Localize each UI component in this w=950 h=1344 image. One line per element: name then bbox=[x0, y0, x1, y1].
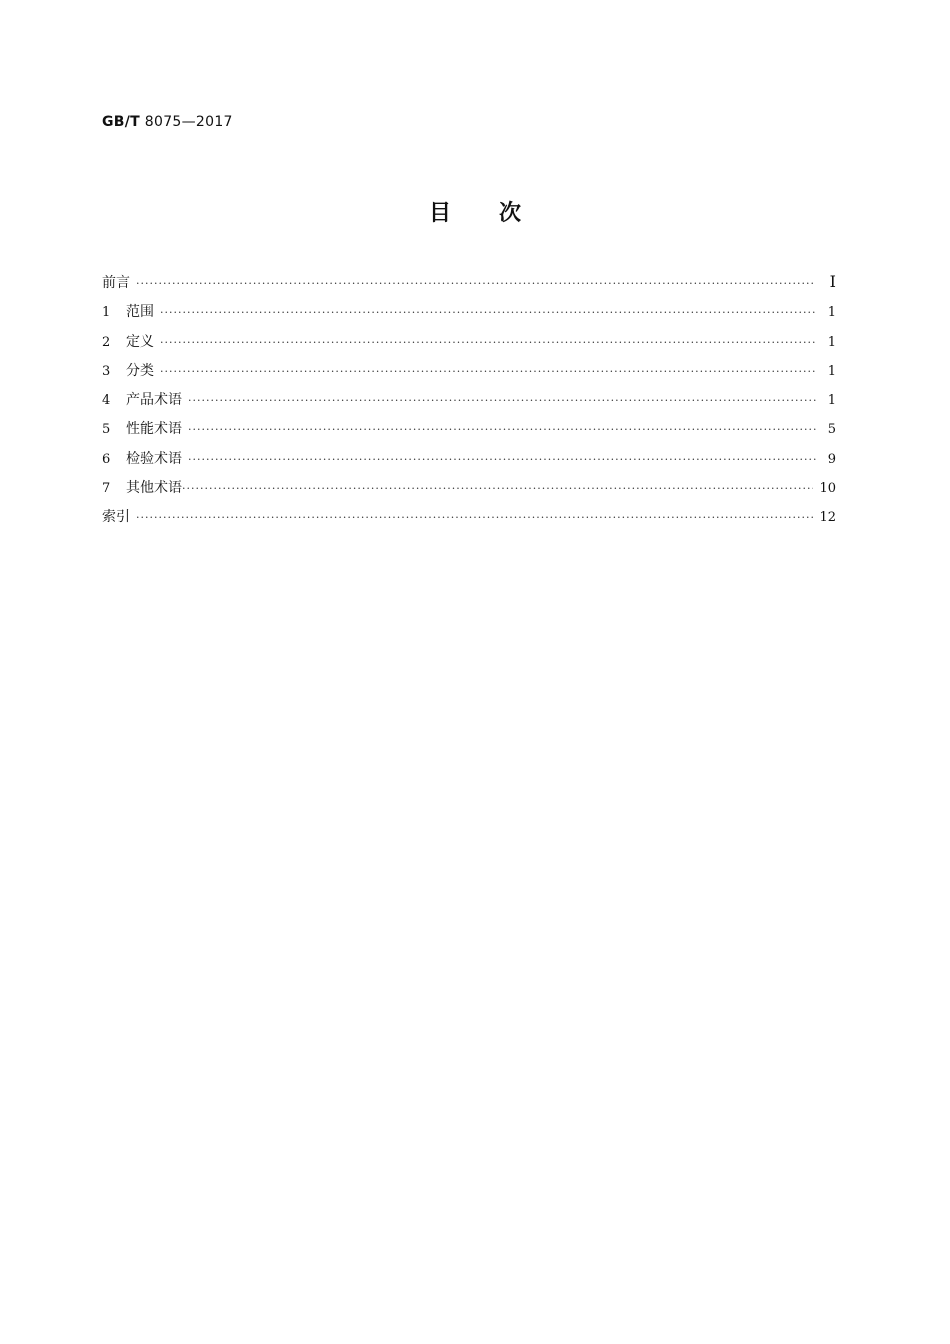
toc-leader-dots bbox=[188, 423, 816, 436]
toc-entry-page: 1 bbox=[827, 393, 836, 409]
toc-entry-scope[interactable] bbox=[102, 301, 836, 330]
toc-entry-page: 1 bbox=[827, 334, 836, 350]
toc-entry-page: 10 bbox=[819, 481, 836, 497]
toc-entry-product-terms[interactable] bbox=[102, 389, 836, 418]
toc-entry-page: Ⅰ bbox=[829, 272, 836, 291]
toc-leader-dots bbox=[188, 453, 816, 466]
toc-leader-dots bbox=[160, 306, 816, 319]
toc-entry-number: 4 bbox=[102, 393, 111, 409]
toc-entry-page: 1 bbox=[827, 363, 836, 379]
toc-entry-number: 2 bbox=[102, 334, 111, 350]
toc-entry-label: 性能术语 bbox=[126, 421, 182, 438]
toc-entry-label: 定义 bbox=[126, 333, 154, 350]
table-of-contents bbox=[102, 272, 836, 536]
toc-entry-definition[interactable] bbox=[102, 331, 836, 360]
toc-entry-number: 7 bbox=[102, 481, 111, 497]
toc-entry-performance-terms[interactable] bbox=[102, 418, 836, 447]
toc-entry-label: 前言 bbox=[102, 275, 130, 291]
toc-entry-label: 范围 bbox=[126, 304, 154, 321]
toc-entry-label: 分类 bbox=[126, 362, 154, 379]
standard-number: 8075—2017 bbox=[144, 114, 233, 130]
toc-entry-page: 1 bbox=[827, 305, 836, 321]
page-title: 目次 bbox=[428, 201, 569, 226]
toc-entry-number: 5 bbox=[102, 422, 111, 438]
toc-entry-label: 索引 bbox=[102, 509, 130, 526]
toc-entry-label: 其他术语 bbox=[126, 480, 182, 497]
toc-entry-classification[interactable] bbox=[102, 360, 836, 389]
toc-entry-number: 6 bbox=[102, 451, 111, 467]
standard-prefix: GB/T bbox=[102, 114, 141, 130]
toc-entry-other-terms[interactable] bbox=[102, 477, 836, 506]
toc-entry-index[interactable] bbox=[102, 506, 836, 535]
toc-leader-dots bbox=[188, 394, 816, 407]
toc-entry-page: 12 bbox=[819, 510, 836, 526]
toc-leader-dots bbox=[182, 482, 813, 495]
toc-entry-foreword[interactable] bbox=[102, 272, 836, 301]
toc-entry-inspection-terms[interactable] bbox=[102, 448, 836, 477]
toc-entry-number: 3 bbox=[102, 363, 111, 379]
toc-leader-dots bbox=[160, 365, 816, 378]
standard-code bbox=[102, 114, 233, 130]
toc-entry-page: 5 bbox=[827, 422, 836, 438]
toc-entry-page: 9 bbox=[827, 451, 836, 467]
toc-leader-dots bbox=[136, 511, 813, 524]
toc-leader-dots bbox=[160, 336, 816, 349]
toc-entry-label: 检验术语 bbox=[126, 450, 182, 467]
toc-entry-number: 1 bbox=[102, 305, 111, 321]
toc-entry-label: 产品术语 bbox=[126, 392, 182, 409]
toc-leader-dots bbox=[136, 277, 816, 290]
